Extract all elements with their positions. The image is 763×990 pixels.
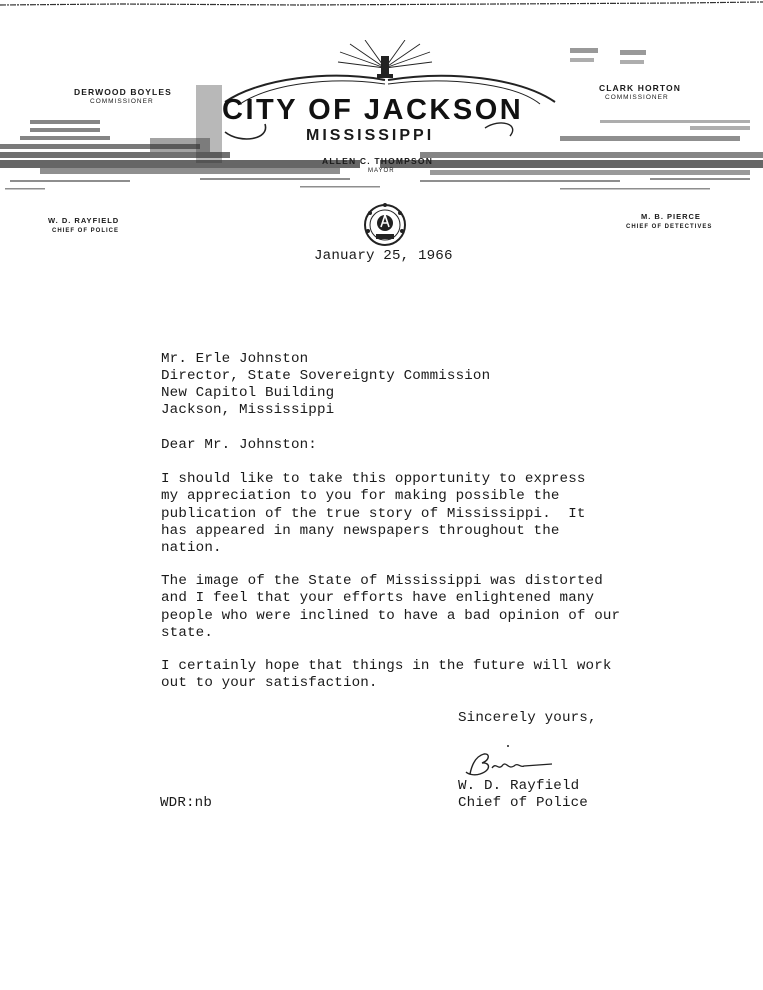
body-paragraph: I should like to take this opportunity to express my appreciation to you for making possible the publication of the true story of Mississippi. It has appeared in many newspapers throughout the nation.: [161, 471, 586, 557]
mayor-title: MAYOR: [368, 168, 395, 174]
left-commissioner-title: COMMISSIONER: [90, 98, 154, 105]
recipient-line: Mr. Erle Johnston: [161, 351, 309, 367]
salutation: Dear Mr. Johnston:: [161, 437, 317, 453]
left-official-title: CHIEF OF POLICE: [52, 228, 120, 234]
letter-date: January 25, 1966: [314, 248, 453, 264]
city-name-heading: CITY OF JACKSON: [222, 94, 524, 126]
left-commissioner-name: DERWOOD BOYLES: [74, 87, 172, 97]
closing: Sincerely yours,: [458, 710, 597, 726]
right-commissioner-name: CLARK HORTON: [599, 83, 681, 93]
recipient-line: Jackson, Mississippi: [161, 402, 335, 418]
recipient-line: New Capitol Building: [161, 385, 335, 401]
left-official-name: W. D. RAYFIELD: [48, 216, 120, 225]
police-seal-icon: [362, 201, 408, 251]
body-paragraph: I certainly hope that things in the future will work out to your satisfaction.: [161, 658, 612, 692]
signer-title: Chief of Police: [458, 795, 588, 811]
right-official-name: M. B. PIERCE: [641, 212, 701, 221]
right-official-title: CHIEF OF DETECTIVES: [626, 224, 713, 230]
right-commissioner-title: COMMISSIONER: [605, 94, 669, 101]
scan-edge-line: [0, 0, 763, 8]
signer-name: W. D. Rayfield: [458, 778, 580, 794]
state-name-heading: MISSISSIPPI: [306, 127, 435, 144]
recipient-line: Director, State Sovereignty Commission: [161, 368, 491, 384]
mayor-name: ALLEN C. THOMPSON: [322, 156, 434, 166]
reference-initials: WDR:nb: [160, 795, 212, 811]
body-paragraph: The image of the State of Mississippi was distorted and I feel that your efforts have enlightened many people who were inclined to have a bad opinion of our state.: [161, 573, 621, 641]
